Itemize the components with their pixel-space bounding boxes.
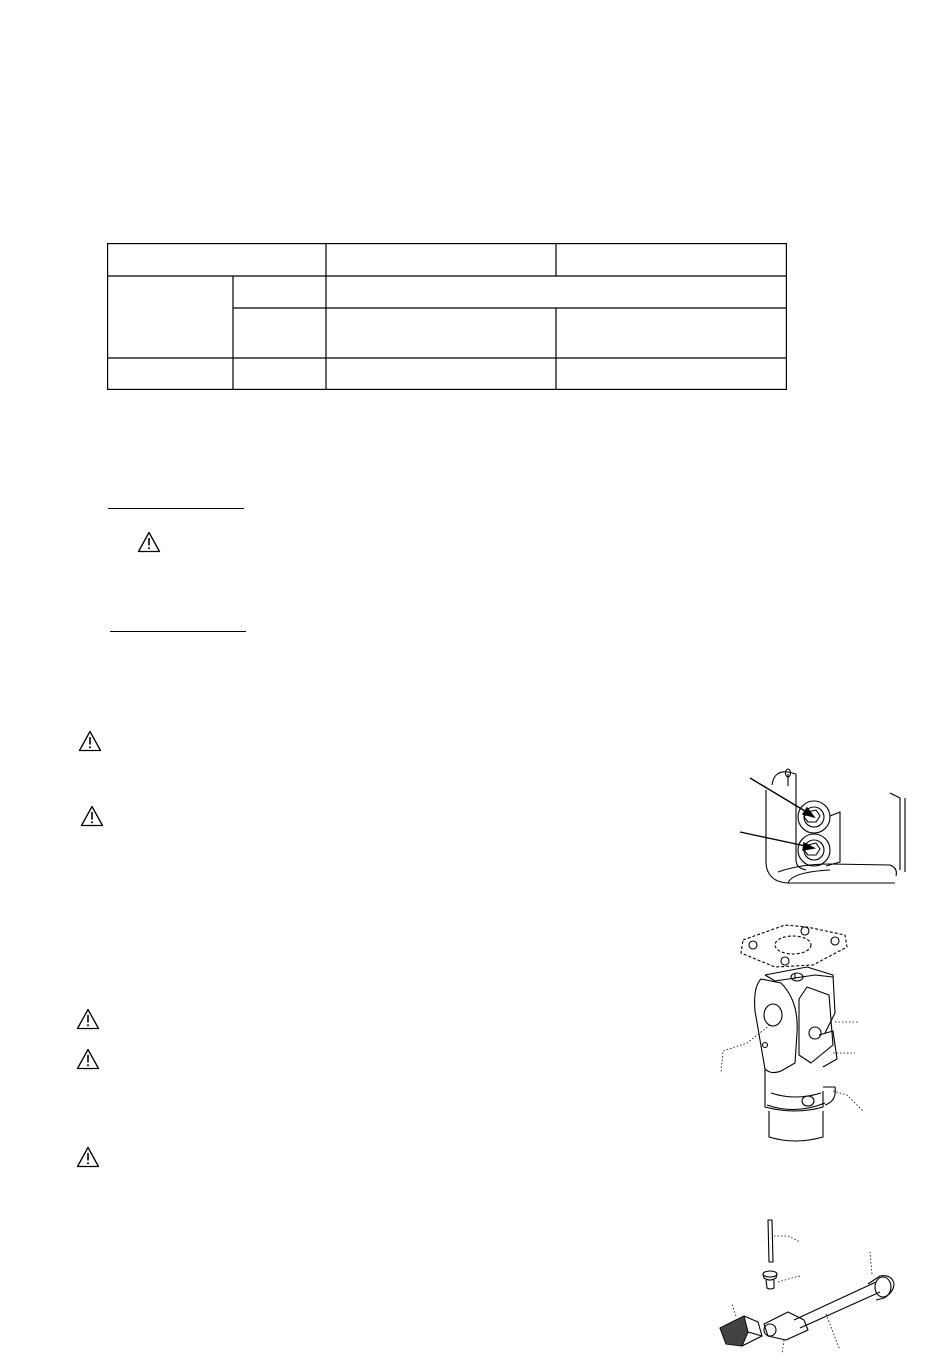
warning-triangle-icon	[80, 805, 104, 827]
spec-table	[107, 243, 787, 390]
section-rule-2	[110, 631, 246, 632]
warning-triangle-icon	[76, 1146, 100, 1168]
figure-axle-parts-exploded	[708, 1212, 908, 1354]
figure-knee-joint-assembly	[715, 915, 875, 1145]
figure-adjustment-screws	[730, 760, 915, 885]
warning-triangle-icon	[78, 730, 102, 752]
warning-triangle-icon	[137, 531, 161, 553]
warning-triangle-icon	[76, 1008, 100, 1030]
section-rule-1	[108, 508, 244, 509]
warning-triangle-icon	[76, 1048, 100, 1070]
